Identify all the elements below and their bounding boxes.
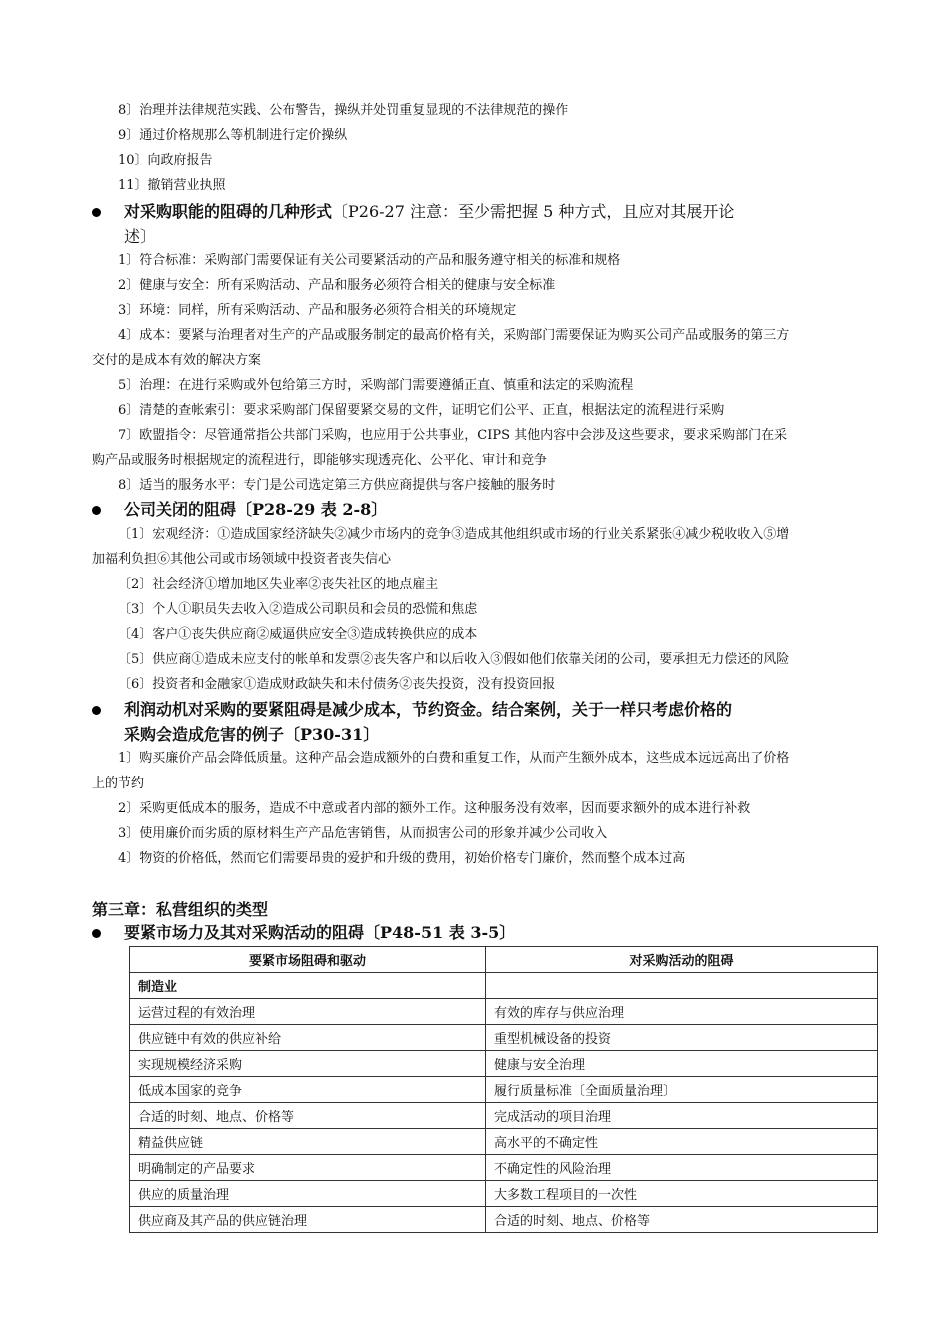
table-row [130, 1025, 878, 1051]
table-cell: 合适的时刻、地点、价格等 [130, 1103, 486, 1129]
list-item: 〔3〕个人①职员失去收入②造成公司职员和会员的恐慌和焦虑 [118, 602, 478, 617]
table-row [130, 1129, 878, 1155]
table-cell: 精益供应链 [130, 1129, 486, 1155]
table-cell: 大多数工程项目的一次性 [486, 1181, 878, 1207]
table-row [130, 1155, 878, 1181]
list-item: 10〕向政府报告 [118, 153, 213, 168]
table-cell: 合适的时刻、地点、价格等 [486, 1207, 878, 1233]
table-cell [486, 973, 878, 999]
section-heading-continuation: 采购会造成危害的例子〔P30-31〕 [124, 725, 380, 744]
bullet-icon [92, 506, 101, 515]
table-cell: 高水平的不确定性 [486, 1129, 878, 1155]
list-item-continuation: 购产品或服务时根据规定的流程进行，即能够实现透亮化、公平化、审计和竞争 [92, 453, 548, 468]
list-item: 1〕符合标准：采购部门需要保证有关公司要紧活动的产品和服务遵守相关的标准和规格 [118, 253, 621, 268]
table-cell: 实现规模经济采购 [130, 1051, 486, 1077]
table-row [130, 1207, 878, 1233]
section-heading: 要紧市场力及其对采购活动的阻碍〔P48-51 表 3-5〕 [124, 923, 516, 942]
list-item-continuation: 上的节约 [92, 776, 145, 791]
list-item: 3〕环境：同样，所有采购活动、产品和服务必须符合相关的环境规定 [118, 303, 517, 318]
list-item: 〔4〕客户①丧失供应商②威逼供应安全③造成转换供应的成本 [118, 627, 478, 642]
list-item: 8〕治理并法律规范实践、公布警告，操纵并处罚重复显现的不法律规范的操作 [118, 103, 569, 118]
table-cell: 供应链中有效的供应补给 [130, 1025, 486, 1051]
list-item: 3〕使用廉价而劣质的原材料生产产品危害销售，从而损害公司的形象并减少公司收入 [118, 826, 608, 841]
list-item: 4〕物资的价格低，然而它们需要昂贵的爱护和升级的费用，初始价格专门廉价，然而整个成本过高 [118, 851, 686, 866]
table-cell: 履行质量标准〔全面质量治理〕 [486, 1077, 878, 1103]
column-header: 要紧市场阻碍和驱动 [130, 947, 486, 973]
table-cell: 不确定性的风险治理 [486, 1155, 878, 1181]
table-row [130, 999, 878, 1025]
table-cell: 供应商及其产品的供应链治理 [130, 1207, 486, 1233]
list-item: 〔2〕社会经济①增加地区失业率②丧失社区的地点雇主 [118, 577, 439, 592]
table-cell: 完成活动的项目治理 [486, 1103, 878, 1129]
table-row [130, 1181, 878, 1207]
table-cell: 重型机械设备的投资 [486, 1025, 878, 1051]
table-row [130, 1103, 878, 1129]
section-heading: 公司关闭的阻碍〔P28-29 表 2-8〕 [124, 500, 388, 519]
list-item-continuation: 交付的是成本有效的解决方案 [92, 353, 262, 368]
section-heading: 利润动机对采购的要紧阻碍是减少成本，节约资金。结合案例，关于一样只考虑价格的 [124, 700, 733, 719]
table-cell: 供应的质量治理 [130, 1181, 486, 1207]
table-cell: 明确制定的产品要求 [130, 1155, 486, 1181]
list-item-continuation: 加福利负担⑥其他公司或市场领域中投资者丧失信心 [92, 552, 392, 567]
table-row [130, 1077, 878, 1103]
section-heading [124, 200, 734, 224]
list-item: 11〕撤销营业执照 [118, 178, 226, 193]
bullet-icon [92, 706, 101, 715]
table-section-label: 制造业 [130, 973, 486, 999]
list-item: 4〕成本：要紧与治理者对生产的产品或服务制定的最高价格有关，采购部门需要保证为购买公司产品或服务的第三方 [118, 328, 790, 343]
list-item: 8〕适当的服务水平：专门是公司选定第三方供应商提供与客户接触的服务时 [118, 478, 556, 493]
market-impact-table [129, 946, 878, 1233]
table-cell: 运营过程的有效治理 [130, 999, 486, 1025]
table-section-row [130, 973, 878, 999]
table-cell: 健康与安全治理 [486, 1051, 878, 1077]
table-row [130, 1051, 878, 1077]
section-title: 对采购职能的阻碍的几种形式 [124, 202, 333, 221]
list-item: 〔1〕宏观经济：①造成国家经济缺失②减少市场内的竞争③造成其他组织或市场的行业关系紧张④减少税收收入⑤增 [118, 527, 790, 542]
list-item: 〔5〕供应商①造成未应支付的帐单和发票②丧失客户和以后收入③假如他们依靠关闭的公司，要承担无力偿还的风险 [118, 652, 790, 667]
bullet-icon [92, 208, 101, 217]
table-cell: 低成本国家的竞争 [130, 1077, 486, 1103]
list-item: 5〕治理：在进行采购或外包给第三方时，采购部门需要遵循正直、慎重和法定的采购流程 [118, 378, 634, 393]
list-item: 1〕购买廉价产品会降低质量。这种产品会造成额外的白费和重复工作，从而产生额外成本，这些成本远远高出了价格 [118, 751, 790, 766]
table-header-row [130, 947, 878, 973]
table-cell: 有效的库存与供应治理 [486, 999, 878, 1025]
section-heading-continuation: 述〕 [124, 227, 157, 246]
list-item: 7〕欧盟指令：尽管通常指公共部门采购，也应用于公共事业，CIPS 其他内容中会涉及这些要求，要求采购部门在采 [118, 428, 788, 443]
chapter-title: 第三章：私营组织的类型 [92, 900, 269, 919]
list-item: 〔6〕投资者和金融家①造成财政缺失和未付债务②丧失投资，没有投资回报 [118, 677, 556, 692]
list-item: 2〕采购更低成本的服务，造成不中意或者内部的额外工作。这种服务没有效率，因而要求额外的成本进行补救 [118, 801, 751, 816]
bullet-icon [92, 929, 101, 938]
list-item: 9〕通过价格规那么等机制进行定价操纵 [118, 128, 348, 143]
column-header: 对采购活动的阻碍 [486, 947, 878, 973]
list-item: 6〕清楚的查帐索引：要求采购部门保留要紧交易的文件，证明它们公平、正直，根据法定的流程进行采购 [118, 403, 725, 418]
section-reference: 〔P26-27 注意：至少需把握 5 种方式，且应对其展开论 [332, 202, 735, 221]
list-item: 2〕健康与安全：所有采购活动、产品和服务必须符合相关的健康与安全标准 [118, 278, 556, 293]
